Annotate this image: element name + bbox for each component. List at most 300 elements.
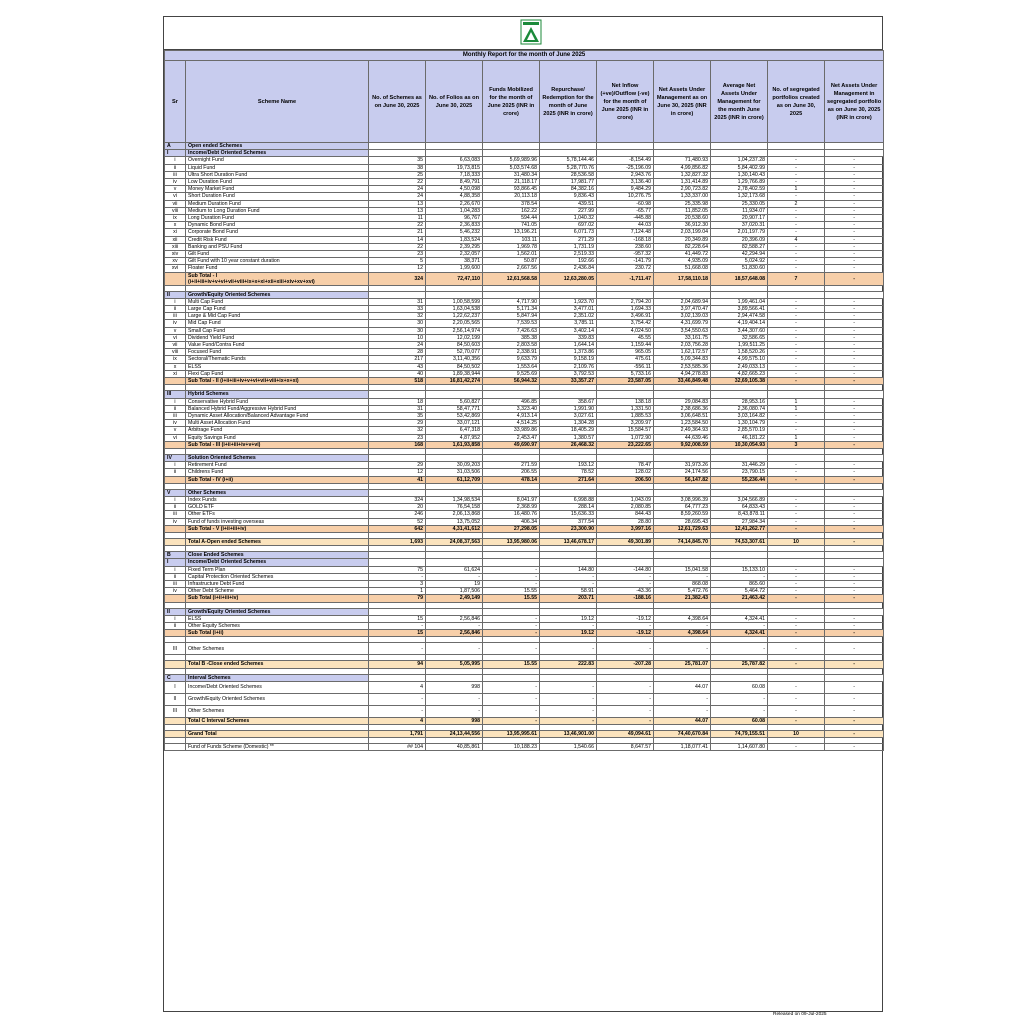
empty-cell xyxy=(825,674,884,681)
value-cell: 18 xyxy=(369,398,426,405)
value-cell: 7,18,333 xyxy=(426,171,483,178)
row-name-text: Mid Cap Fund xyxy=(188,320,221,327)
value-cell: 31,03,506 xyxy=(426,469,483,476)
row-sr: xiv xyxy=(165,251,186,258)
table-row xyxy=(165,236,884,243)
value-cell: - xyxy=(768,363,825,370)
value-cell: 2,49,033.13 xyxy=(711,363,768,370)
value-cell: - xyxy=(768,378,825,385)
row-sr: II xyxy=(165,608,186,615)
value-cell: 49,690.97 xyxy=(483,441,540,448)
value-cell: 93,866.45 xyxy=(483,186,540,193)
row-name xyxy=(186,525,369,532)
value-cell: 74,40,670.84 xyxy=(654,731,711,738)
section-title: Solution Oriented Schemes xyxy=(186,454,369,461)
row-sr xyxy=(165,717,186,724)
value-cell: 82,228.64 xyxy=(654,243,711,250)
table-row xyxy=(165,518,884,525)
value-cell: - xyxy=(825,236,884,243)
empty-cell xyxy=(540,674,597,681)
value-cell: - xyxy=(768,356,825,363)
table-row xyxy=(165,398,884,405)
row-name-text: Floater Fund xyxy=(188,265,218,272)
value-cell: - xyxy=(768,370,825,377)
value-cell: 38,371 xyxy=(426,258,483,265)
value-cell: - xyxy=(768,313,825,320)
table-row xyxy=(165,511,884,518)
row-name-text: Short Duration Fund xyxy=(188,193,235,200)
value-cell: - xyxy=(369,705,426,717)
value-cell: 1,04,283 xyxy=(426,207,483,214)
value-cell: - xyxy=(825,222,884,229)
value-cell: - xyxy=(825,186,884,193)
subtotal-row xyxy=(165,378,884,385)
empty-cell xyxy=(768,489,825,496)
row-name xyxy=(186,313,369,320)
logo-area xyxy=(164,17,882,50)
value-cell: 3,54,550.63 xyxy=(654,327,711,334)
section-header-row xyxy=(165,552,884,559)
row-sr: v xyxy=(165,427,186,434)
empty-cell xyxy=(483,559,540,566)
value-cell: 33 xyxy=(369,306,426,313)
value-cell: - xyxy=(825,272,884,285)
value-cell: 16,480.76 xyxy=(483,511,540,518)
value-cell: 6,071.73 xyxy=(540,229,597,236)
value-cell: 60.08 xyxy=(711,681,768,693)
value-cell: - xyxy=(825,349,884,356)
row-sr xyxy=(165,525,186,532)
value-cell: 3,06,648.51 xyxy=(654,412,711,419)
empty-cell xyxy=(369,559,426,566)
row-sr xyxy=(165,595,186,602)
value-cell: 10,188.23 xyxy=(483,744,540,751)
value-cell: 33,357.27 xyxy=(540,378,597,385)
value-cell: - xyxy=(540,580,597,587)
value-cell: - xyxy=(825,441,884,448)
value-cell: 2,49,364.93 xyxy=(654,427,711,434)
value-cell: - xyxy=(825,370,884,377)
value-cell: 10,276.75 xyxy=(597,193,654,200)
row-sr: xv xyxy=(165,258,186,265)
empty-cell xyxy=(768,674,825,681)
value-cell: 21,118.17 xyxy=(483,179,540,186)
value-cell: - xyxy=(768,518,825,525)
section-header-row xyxy=(165,674,884,681)
value-cell: 206.50 xyxy=(597,476,654,483)
value-cell: 12,41,262.77 xyxy=(711,525,768,532)
value-cell: - xyxy=(825,258,884,265)
value-cell: 71,480.93 xyxy=(654,157,711,164)
value-cell: 868.08 xyxy=(654,580,711,587)
row-sr xyxy=(165,731,186,738)
value-cell: 965.05 xyxy=(597,349,654,356)
row-name xyxy=(186,476,369,483)
value-cell: - xyxy=(711,573,768,580)
value-cell: 12,61,568.58 xyxy=(483,272,540,285)
value-cell: 61,12,709 xyxy=(426,476,483,483)
value-cell: 23 xyxy=(369,251,426,258)
value-cell: 1 xyxy=(369,588,426,595)
empty-cell xyxy=(825,143,884,150)
table-row xyxy=(165,179,884,186)
value-cell: 13,46,678.17 xyxy=(540,538,597,545)
row-sr: ii xyxy=(165,469,186,476)
section-header-row xyxy=(165,608,884,615)
empty-cell xyxy=(597,143,654,150)
table-row xyxy=(165,265,884,272)
value-cell: 3,792.53 xyxy=(540,370,597,377)
value-cell: - xyxy=(768,661,825,668)
value-cell: 288.14 xyxy=(540,504,597,511)
value-cell: - xyxy=(768,622,825,629)
value-cell: - xyxy=(768,258,825,265)
value-cell: 2,78,402.59 xyxy=(711,186,768,193)
value-cell: 46,181.22 xyxy=(711,434,768,441)
value-cell: 5,472.76 xyxy=(654,588,711,595)
value-cell: 33,989.86 xyxy=(483,427,540,434)
value-cell: 2,667.56 xyxy=(483,265,540,272)
value-cell: 3,754.42 xyxy=(597,320,654,327)
value-cell: - xyxy=(768,320,825,327)
row-name-text: Flexi Cap Fund xyxy=(188,370,224,377)
value-cell: 23,790.15 xyxy=(711,469,768,476)
value-cell: - xyxy=(768,496,825,503)
value-cell: 5,78,144.46 xyxy=(540,157,597,164)
value-cell: - xyxy=(483,681,540,693)
value-cell: 24 xyxy=(369,193,426,200)
value-cell: - xyxy=(369,573,426,580)
table-row xyxy=(165,229,884,236)
value-cell: 5,60,827 xyxy=(426,398,483,405)
empty-cell xyxy=(426,552,483,559)
empty-cell xyxy=(540,552,597,559)
table-row xyxy=(165,298,884,305)
value-cell: - xyxy=(540,693,597,705)
value-cell: - xyxy=(825,717,884,724)
value-cell: 8,43,878.11 xyxy=(711,511,768,518)
value-cell: 52,70,077 xyxy=(426,349,483,356)
value-cell: 10 xyxy=(768,538,825,545)
subtotal-row xyxy=(165,630,884,637)
value-cell: 78.47 xyxy=(597,462,654,469)
row-name-formula: (i+ii+iii+iv+v+vi+vii+viii+ix+x+xi+xii+xiii+xiv+xv+xvi) xyxy=(188,278,315,285)
value-cell: - xyxy=(768,215,825,222)
section-header-row xyxy=(165,291,884,298)
value-cell: 5 xyxy=(369,258,426,265)
empty-cell xyxy=(825,608,884,615)
fof-row xyxy=(165,744,884,751)
col-header: No. of Schemes as on June 30, 2025 xyxy=(369,61,426,143)
empty-cell xyxy=(597,674,654,681)
value-cell: 642 xyxy=(369,525,426,532)
value-cell: 339.83 xyxy=(540,334,597,341)
value-cell: - xyxy=(768,251,825,258)
section-title: Open ended Schemes xyxy=(186,143,369,150)
empty-cell xyxy=(654,489,711,496)
value-cell: 358.67 xyxy=(540,398,597,405)
row-sr: vii xyxy=(165,342,186,349)
section-title: Growth/Equity Oriented Schemes xyxy=(186,291,369,298)
empty-cell xyxy=(483,552,540,559)
row-name xyxy=(186,236,369,243)
value-cell: 1 xyxy=(768,398,825,405)
value-cell: - xyxy=(768,342,825,349)
table-row xyxy=(165,313,884,320)
row-name xyxy=(186,643,369,655)
value-cell: 3,997.16 xyxy=(597,525,654,532)
table-row xyxy=(165,251,884,258)
value-cell: - xyxy=(825,200,884,207)
value-cell: 4,717.90 xyxy=(483,298,540,305)
value-cell: - xyxy=(768,412,825,419)
value-cell: - xyxy=(768,164,825,171)
value-cell: 4,82,665.23 xyxy=(711,370,768,377)
table-row xyxy=(165,434,884,441)
table-row xyxy=(165,342,884,349)
section-title: Close Ended Schemes xyxy=(186,552,369,559)
value-cell: - xyxy=(825,405,884,412)
value-cell: - xyxy=(825,334,884,341)
row-name xyxy=(186,186,369,193)
row-name xyxy=(186,681,369,693)
col-header: Net Assets Under Management in segregated portfolio as on June 30, 2025 (INR in crore) xyxy=(825,61,884,143)
row-name-text: Arbitrage Fund xyxy=(188,427,223,434)
value-cell: 8,041.97 xyxy=(483,496,540,503)
empty-cell xyxy=(711,552,768,559)
value-cell: 1,043.09 xyxy=(597,496,654,503)
value-cell: 2,080.85 xyxy=(597,504,654,511)
value-cell: 84,382.16 xyxy=(540,186,597,193)
row-name-text: Infrastructure Debt Fund xyxy=(188,580,245,587)
row-name xyxy=(186,363,369,370)
table-row xyxy=(165,157,884,164)
row-sr: I xyxy=(165,559,186,566)
value-cell: 12,02,199 xyxy=(426,334,483,341)
value-cell: 1,18,077.41 xyxy=(654,744,711,751)
empty-cell xyxy=(483,391,540,398)
row-name-text: Money Market Fund xyxy=(188,186,235,193)
value-cell: 27,984.34 xyxy=(711,518,768,525)
value-cell: 32,586.65 xyxy=(711,334,768,341)
value-cell: 76,54,158 xyxy=(426,504,483,511)
row-sr: ii xyxy=(165,504,186,511)
empty-cell xyxy=(426,454,483,461)
total-row xyxy=(165,717,884,724)
table-row xyxy=(165,643,884,655)
value-cell: - xyxy=(597,580,654,587)
value-cell: - xyxy=(768,573,825,580)
value-cell: - xyxy=(825,511,884,518)
row-name xyxy=(186,496,369,503)
row-name xyxy=(186,320,369,327)
table-row xyxy=(165,427,884,434)
value-cell: 4,398.64 xyxy=(654,615,711,622)
value-cell: - xyxy=(711,705,768,717)
value-cell: 3,97,470.47 xyxy=(654,306,711,313)
value-cell: 2,90,723.82 xyxy=(654,186,711,193)
row-name-text: Sub Total - III (i+ii+iii+iv+v+vi) xyxy=(188,441,261,448)
value-cell: 40 xyxy=(369,370,426,377)
value-cell: -60.98 xyxy=(597,200,654,207)
value-cell: 13,95,995.61 xyxy=(483,731,540,738)
value-cell: 13,46,901.00 xyxy=(540,731,597,738)
value-cell: - xyxy=(825,476,884,483)
value-cell: - xyxy=(825,398,884,405)
value-cell: 25,335.98 xyxy=(654,200,711,207)
table-row xyxy=(165,243,884,250)
empty-cell xyxy=(711,454,768,461)
value-cell: - xyxy=(768,157,825,164)
empty-cell xyxy=(825,454,884,461)
value-cell: -144.80 xyxy=(597,566,654,573)
value-cell: - xyxy=(426,622,483,629)
value-cell: 25,781.07 xyxy=(654,661,711,668)
value-cell: 13 xyxy=(369,207,426,214)
value-cell: 24 xyxy=(369,342,426,349)
table-row xyxy=(165,222,884,229)
row-sr: iv xyxy=(165,320,186,327)
col-header: Net Assets Under Management as on June 30, 2025 (INR in crore) xyxy=(654,61,711,143)
value-cell: - xyxy=(825,731,884,738)
value-cell: 128.02 xyxy=(597,469,654,476)
value-cell: - xyxy=(483,693,540,705)
value-cell: 45.55 xyxy=(597,334,654,341)
value-cell: 20,538.60 xyxy=(654,215,711,222)
row-name-text: Childrens Fund xyxy=(188,469,224,476)
table-row xyxy=(165,420,884,427)
value-cell: - xyxy=(768,427,825,434)
row-name-text: Other Schemes xyxy=(188,708,225,715)
value-cell: 22 xyxy=(369,179,426,186)
table-row xyxy=(165,405,884,412)
value-cell: 51,830.60 xyxy=(711,265,768,272)
empty-cell xyxy=(768,552,825,559)
value-cell: 1 xyxy=(768,186,825,193)
row-name-text: Sub Total - IV (i+ii) xyxy=(188,476,234,483)
table-row xyxy=(165,164,884,171)
row-name-text: Grand Total xyxy=(188,731,217,737)
row-name xyxy=(186,566,369,573)
table-row xyxy=(165,171,884,178)
table-row xyxy=(165,504,884,511)
subtotal-row xyxy=(165,476,884,483)
value-cell: 12 xyxy=(369,469,426,476)
value-cell: 2,56,846 xyxy=(426,630,483,637)
value-cell: 8,59,260.59 xyxy=(654,511,711,518)
value-cell: 3,11,40,356 xyxy=(426,356,483,363)
table-row xyxy=(165,320,884,327)
value-cell: 1,58,520.26 xyxy=(711,349,768,356)
section-title: Income/Debt Oriented Schemes xyxy=(186,150,369,157)
table-row xyxy=(165,186,884,193)
value-cell: 2,943.76 xyxy=(597,171,654,178)
row-name xyxy=(186,200,369,207)
row-name-text: ELSS xyxy=(188,363,202,370)
row-name-text: Gilt Fund xyxy=(188,251,210,258)
value-cell: - xyxy=(540,573,597,580)
empty-cell xyxy=(483,608,540,615)
empty-cell xyxy=(540,291,597,298)
section-header-row xyxy=(165,143,884,150)
value-cell: 84,50,603 xyxy=(426,342,483,349)
value-cell: 1,562.01 xyxy=(483,251,540,258)
report-body xyxy=(165,143,884,751)
value-cell: 271.64 xyxy=(540,476,597,483)
value-cell: 4,324.41 xyxy=(711,615,768,622)
value-cell: 22 xyxy=(369,243,426,250)
value-cell: 162.22 xyxy=(483,207,540,214)
row-name-text: Sub Total (i+ii) xyxy=(188,630,224,637)
value-cell: 12,61,729.63 xyxy=(654,525,711,532)
value-cell: - xyxy=(825,412,884,419)
value-cell: 18,57,648.08 xyxy=(711,272,768,285)
row-name xyxy=(186,717,369,724)
row-name-text: Large & Mid Cap Fund xyxy=(188,313,241,320)
value-cell: 35 xyxy=(369,412,426,419)
row-name-text: Sub Total (i+ii+iii+iv) xyxy=(188,595,239,602)
value-cell: 741.05 xyxy=(483,222,540,229)
value-cell: 4,94,278.83 xyxy=(654,370,711,377)
value-cell: 2 xyxy=(768,200,825,207)
row-name xyxy=(186,661,369,668)
empty-cell xyxy=(369,391,426,398)
total-row xyxy=(165,731,884,738)
row-name-text: Other ETFs xyxy=(188,511,215,518)
value-cell: 30,09,203 xyxy=(426,462,483,469)
row-name-text: Other Equity Schemes xyxy=(188,622,240,629)
empty-cell xyxy=(768,454,825,461)
value-cell: 1,89,38,944 xyxy=(426,370,483,377)
value-cell: - xyxy=(825,427,884,434)
value-cell: - xyxy=(825,229,884,236)
empty-cell xyxy=(711,291,768,298)
value-cell: 2,519.33 xyxy=(540,251,597,258)
value-cell: - xyxy=(825,615,884,622)
row-name xyxy=(186,272,369,285)
row-sr: I xyxy=(165,681,186,693)
row-name xyxy=(186,157,369,164)
row-sr: III xyxy=(165,705,186,717)
empty-cell xyxy=(597,291,654,298)
value-cell: 1,33,337.00 xyxy=(654,193,711,200)
empty-cell xyxy=(654,454,711,461)
value-cell: 594.44 xyxy=(483,215,540,222)
empty-cell xyxy=(654,391,711,398)
section-title: Interval Schemes xyxy=(186,674,369,681)
value-cell: -25,196.09 xyxy=(597,164,654,171)
row-name xyxy=(186,334,369,341)
value-cell: - xyxy=(768,580,825,587)
empty-cell xyxy=(768,291,825,298)
value-cell: 96,767 xyxy=(426,215,483,222)
row-name xyxy=(186,179,369,186)
row-name xyxy=(186,356,369,363)
row-name xyxy=(186,251,369,258)
row-name-text: Gilt Fund with 10 year constant duration xyxy=(188,258,280,265)
value-cell: 1,04,237.28 xyxy=(711,157,768,164)
value-cell: 30 xyxy=(369,327,426,334)
row-name xyxy=(186,171,369,178)
row-sr: i xyxy=(165,398,186,405)
value-cell: 15.55 xyxy=(483,588,540,595)
empty-cell xyxy=(711,143,768,150)
value-cell: 44.03 xyxy=(597,222,654,229)
empty-cell xyxy=(711,608,768,615)
value-cell: 1,923.70 xyxy=(540,298,597,305)
value-cell: - xyxy=(768,171,825,178)
value-cell: 1,373.86 xyxy=(540,349,597,356)
